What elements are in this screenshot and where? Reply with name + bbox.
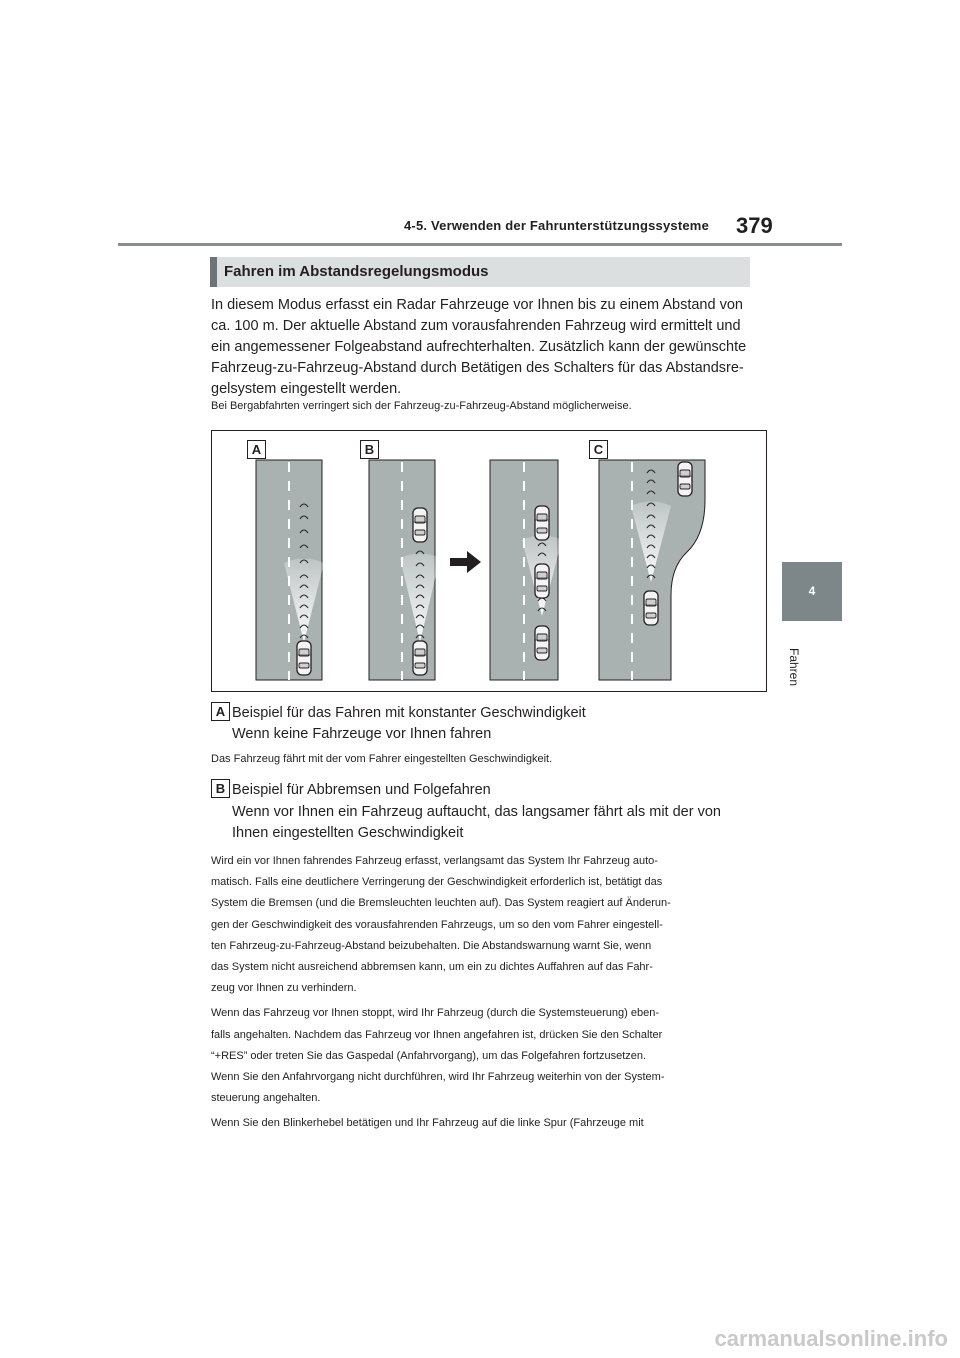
section-heading-accent <box>210 257 217 287</box>
body-line: gen der Geschwindigkeit des vorausfahrenden Fahrzeugs, um so den vom Fahrer eingestell- <box>211 918 663 931</box>
intro-paragraph <box>211 295 751 400</box>
intro-line: Fahrzeug-zu-Fahrzeug-Abstand durch Betätigen des Schalters für das Abstandsre- <box>211 360 744 376</box>
body-line: das System nicht ausreichend abbremsen kann, um ein zu dichtes Auffahren auf das Fahr- <box>211 961 653 974</box>
item-a-subtitle: Wenn keine Fahrzeuge vor Ihnen fahren <box>232 726 492 742</box>
body-line: steuerung angehalten. <box>211 1092 321 1105</box>
own-car-icon <box>413 641 427 675</box>
figure-label-c: C <box>589 440 608 459</box>
body-line: matisch. Falls eine deutlichere Verringerung der Geschwindigkeit erforderlich ist, betätigt das <box>211 876 663 889</box>
road-diagram-svg <box>211 430 767 692</box>
intro-line: gelsystem eingestellt werden. <box>211 381 402 397</box>
item-b-subtitle: Wenn vor Ihnen ein Fahrzeug auftaucht, das langsamer fährt als mit der von <box>232 804 721 820</box>
body-line: Wird ein vor Ihnen fahrendes Fahrzeug erfasst, verlangsamt das System Ihr Fahrzeug auto- <box>211 855 658 867</box>
item-b-label: B <box>211 779 230 798</box>
lead-car-icon <box>535 506 549 540</box>
own-car-icon <box>644 591 658 625</box>
body-line: Wenn Sie den Anfahrvorgang nicht durchführen, wird Ihr Fahrzeug weiterhin von der System- <box>211 1071 665 1084</box>
watermark: carmanualsonline.info <box>714 1326 948 1351</box>
item-a-title: Beispiel für das Fahren mit konstanter Geschwindigkeit <box>232 705 586 721</box>
item-a-note: Das Fahrzeug fährt mit der vom Fahrer eingestellten Geschwindigkeit. <box>211 753 553 765</box>
merging-car-icon <box>678 462 692 496</box>
body-line: Wenn Sie den Blinkerhebel betätigen und Ihr Fahrzeug auf die linke Spur (Fahrzeuge mit <box>211 1117 644 1130</box>
intro-line: ca. 100 m. Der aktuelle Abstand zum vorausfahrenden Fahrzeug wird ermittelt und <box>211 318 741 334</box>
body-line: “+RES” oder treten Sie das Gaspedal (Anfahrvorgang), um das Folgefahren fortzusetzen. <box>211 1049 647 1062</box>
item-b-subtitle: Ihnen eingestellten Geschwindigkeit <box>232 825 464 841</box>
item-a-label: A <box>211 702 230 721</box>
body-line: falls angehalten. Nachdem das Fahrzeug vor Ihnen angefahren ist, drücken Sie den Schalter <box>211 1028 663 1041</box>
body-line: zeug vor Ihnen zu verhindern. <box>211 982 357 995</box>
figure-label-b: B <box>360 440 379 459</box>
lead-car-icon <box>413 508 427 542</box>
road-b-following <box>490 460 562 680</box>
road-b <box>369 460 440 680</box>
body-line: ten Fahrzeug-zu-Fahrzeug-Abstand beizubehalten. Die Abstandswarnung warnt Sie, wenn <box>211 939 652 952</box>
chapter-tab: 4 <box>782 562 842 621</box>
chapter-title: 4-5. Verwenden der Fahrunterstützungssysteme <box>404 218 709 233</box>
road-diagram <box>211 430 767 692</box>
own-car-icon <box>535 564 549 598</box>
downhill-note: Bei Bergabfahrten verringert sich der Fahrzeug-zu-Fahrzeug-Abstand möglicherweise. <box>211 400 632 412</box>
own-car-icon <box>297 641 311 675</box>
body-line: Wenn das Fahrzeug vor Ihnen stoppt, wird Ihr Fahrzeug (durch die Systemsteuerung) eben- <box>211 1007 659 1020</box>
body-line: System die Bremsen (und die Bremsleuchten leuchten auf). Das System reagiert auf Änderun- <box>211 897 671 910</box>
road-a <box>256 460 324 680</box>
section-heading: Fahren im Abstandsregelungsmodus <box>224 263 489 280</box>
section-heading-bar <box>210 257 750 287</box>
header-rule <box>118 243 842 246</box>
page-number: 379 <box>736 213 773 238</box>
figure-label-a: A <box>247 440 266 459</box>
rear-car-icon <box>535 626 549 660</box>
intro-line: ein angemessener Folgeabstand aufrechterhalten. Zusätzlich kann der gewünschte <box>211 339 747 355</box>
chapter-tab-label: Fahren <box>787 648 801 687</box>
intro-line: In diesem Modus erfasst ein Radar Fahrzeuge vor Ihnen bis zu einem Abstand von <box>211 297 743 313</box>
item-b-body <box>211 851 751 1135</box>
item-b-title: Beispiel für Abbremsen und Folgefahren <box>232 782 491 798</box>
